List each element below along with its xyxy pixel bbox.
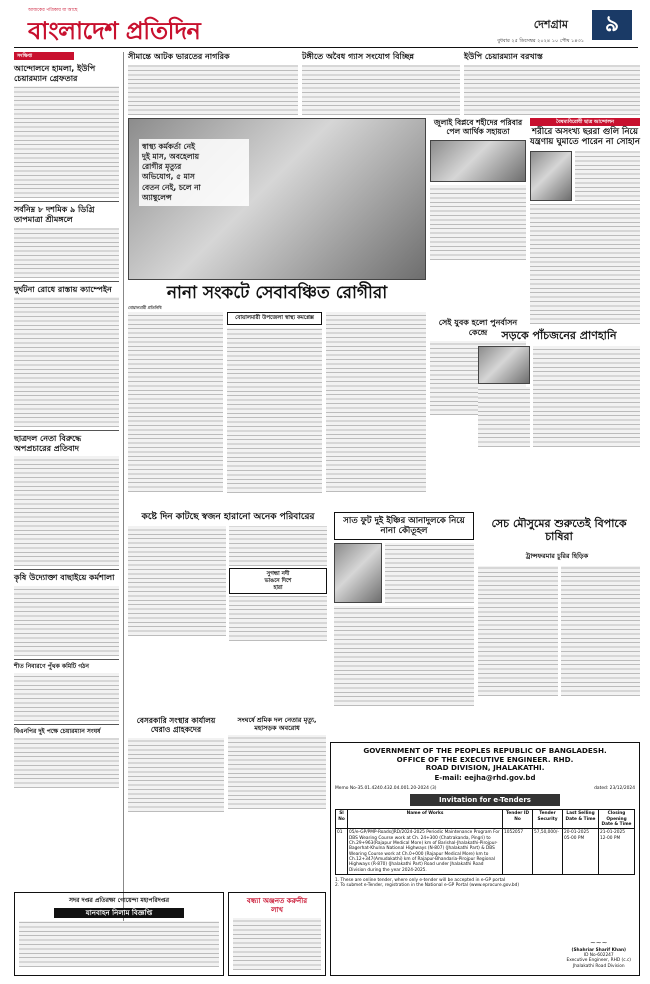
signature-block — [567, 939, 632, 969]
sign-office: Jhalakathi Road Division — [572, 963, 625, 969]
ad-title: বন্ধ্যা অঞ্জনত করুনীর — [246, 897, 308, 905]
ad-body — [233, 918, 321, 970]
caption-line: স্বাস্থ্য কর্মকর্তা নেই — [142, 142, 195, 151]
right-headline-2: সড়কে পাঁচজনের প্রাণহানি — [501, 329, 617, 342]
story-body — [227, 328, 322, 493]
story-body — [533, 346, 640, 447]
column-label: সংক্ষিপ্ত — [14, 52, 74, 60]
masthead — [14, 6, 638, 48]
tender-note: 2. To submet e-Tender, registration in the National e-GP Portal (www.eprocure.gov.bd) — [335, 883, 520, 889]
ad-subtitle: লাখ — [271, 905, 283, 914]
top-headline-3: ইউপি চেয়ারম্যান বরখাস্ত — [464, 52, 543, 61]
brief-headline: ছাত্রদল নেতা বিরুদ্ধে অপপ্রচারের প্রতিবাদ — [14, 434, 82, 453]
signature-mark: ~~~ — [589, 938, 608, 947]
top-headline-1: সীমান্তে আটক ভারতের নাগরিক — [128, 52, 230, 61]
story-body — [14, 86, 119, 198]
middle-story-4 — [128, 512, 328, 641]
brief-story — [14, 434, 119, 566]
quote-line: হারা — [273, 584, 283, 591]
photo-caption-box — [139, 139, 249, 206]
brief-story — [14, 64, 119, 198]
story-body — [478, 566, 558, 696]
cell-id: 1052057 — [503, 829, 533, 875]
col-header: Sl No — [336, 810, 348, 829]
gov-line-1: GOVERNMENT OF THE PEOPLES REPUBLIC OF BANGLADESH. — [363, 746, 607, 755]
middle-headline-5: বেসরকারি সংস্থার কার্যালয় ঘেরাও গ্রাহকদের — [136, 716, 216, 735]
sign-title: Executive Engineer, RHD (c.c) — [566, 958, 631, 964]
story-body — [478, 387, 530, 447]
story-body — [128, 65, 298, 115]
ad-subtitle: যানবাহন নিলাম বিজ্ঞপ্তি — [54, 908, 184, 919]
right-subhead-3: ট্রান্সফরমার চুরির হিড়িক — [525, 552, 589, 560]
middle-headline-2: সেই যুবক হলো পুনর্বাসন কেন্দ্রে — [438, 318, 518, 337]
middle-story-1 — [430, 118, 526, 260]
accident-photo — [478, 346, 530, 384]
middle-headline-1: জুলাই বিপ্লবে শহীদের পরিবার পেল আর্থিক সহায়তা — [433, 118, 523, 137]
gov-line-2: OFFICE OF THE EXECUTIVE ENGINEER. RHD. — [396, 754, 574, 764]
dateline: বুধবার ২৫ ডিসেম্বর ২০২৪ ১০ পৌষ ১৪৩১ — [497, 38, 584, 44]
brief-story — [14, 728, 119, 788]
story-kicker: বৈষম্যবিরোধী ছাত্র আন্দোলন — [530, 118, 640, 126]
story-body — [302, 65, 460, 115]
top-story-2 — [302, 52, 460, 115]
middle-story-5 — [128, 716, 224, 812]
story-photo — [430, 140, 526, 182]
story-body — [14, 673, 119, 721]
story-body — [14, 738, 119, 788]
newspaper-logo: বাংলাদেশ প্রতিদিন — [28, 16, 201, 45]
story-body — [14, 456, 119, 566]
right-headline-3: সেচ মৌসুমের শুরুতেই বিপাকে চাষিরা — [491, 517, 627, 543]
page-number: ৯ — [592, 10, 632, 40]
right-story-3 — [478, 518, 640, 543]
caption-line: রোগীর মৃত্যুর — [142, 162, 182, 172]
caption-line: অ্যাম্বুলেন্স — [142, 192, 172, 202]
main-headline: নানা সংকটে সেবাবঞ্চিত রোগীরা — [166, 283, 388, 303]
right-story-1 — [530, 118, 640, 324]
story-body — [229, 596, 327, 641]
col-header: Tender Security — [533, 810, 563, 829]
sign-name: (Shahriar Sharif Khan) — [571, 947, 626, 953]
middle-headline-3: সাত ফুট দুই ইঞ্চির আনাদুলকে নিয়ে নানা কৌতূহল — [343, 516, 465, 537]
brief-headline: দুর্ঘটনা রোধে রাস্তায় ক্যাম্পেইন — [14, 284, 112, 294]
story-body — [561, 566, 641, 696]
story-body — [14, 228, 119, 278]
memo-number: Memo No-35.01.4240.432.04.001.20-2024 (3) — [335, 785, 437, 791]
brief-headline: বিএনপির দুই পক্ষে চেয়ারম্যান সংঘর্ষ — [14, 728, 101, 736]
brief-headline: শীত নিবারণে পুঁথক কমিটি গঠন — [14, 663, 89, 670]
irrigation-body — [478, 566, 640, 696]
brief-story — [14, 205, 119, 277]
sign-id: ID No-602247 — [583, 952, 614, 958]
brief-headline: কৃষি উদ্যোক্তা বাছাইয়ে কর্মশালা — [14, 573, 115, 583]
auction-ad — [14, 892, 224, 976]
main-story — [128, 284, 426, 493]
story-body — [229, 526, 327, 566]
story-body — [128, 526, 226, 636]
col-header: Tender ID No — [503, 810, 533, 829]
e-tender-notice — [330, 742, 640, 976]
cell-work: 05/e-GP/PMP-Roads/JRD/2024-2025 Periodic Maintenance Program For DBS Wearing Course work at Ch. 24+300 (Chatrakanda, Pingri) to Ch.29+963(Rajapur Medical More) km of Barishal-Jhalakathi-Pirojpur-Bagerhat-Khulna National Highways (N-807) (Jhalakathi Part) & DBS Wearing Course work at Ch.0+000 (Rajapur Medical More) km to Ch.12+347(Amudakathi) km of Rajapur-Bhandaria-Pirojpur Regional Highways (R-870) (Jhalakathi Part) Road under Jhalakathi Road Division during the year 2024-2025. — [348, 829, 503, 875]
middle-headline-6: সংঘর্ষে শ্রমিক দল নেতার মৃত্যু, মহাসড়ক অবরোধ — [237, 716, 317, 733]
hospital-photo — [128, 118, 426, 280]
left-column — [14, 52, 124, 922]
quote-line: ভাঙনে দিশে — [264, 577, 292, 584]
cell-sl: 01 — [336, 829, 348, 875]
brief-story — [14, 663, 119, 721]
memo-date: dated: 23/12/2024 — [594, 785, 635, 791]
story-body — [14, 586, 119, 656]
caption-line: দুই মাস, অবহেলায় — [142, 152, 200, 162]
tender-banner: Invitation for e-Tenders — [410, 794, 560, 806]
table-row — [336, 829, 635, 875]
right-headline-1: শরীরে অসংখ্য ছররা গুলি নিয়ে যন্ত্রণায় ঘুমাতে পারেন না সোহান — [530, 127, 640, 148]
middle-headline-4: কষ্টে দিন কাটছে স্বজন হারানো অনেক পরিবারের — [141, 512, 315, 522]
col-header: Closing Opening Date & Time — [599, 810, 635, 829]
quote-line: সুগন্ধা নদী — [266, 570, 290, 577]
top-headline-2: টঙ্গীতে অবৈধ গ্যাস সংযোগ বিচ্ছিন্ন — [302, 52, 414, 61]
logo-tagline: আজকের পত্রিকায় যা আছে — [28, 8, 78, 13]
story-body — [228, 735, 326, 809]
byline: বোয়ালমারী প্রতিনিধি — [128, 304, 162, 310]
middle-story-6 — [228, 716, 326, 809]
ad-title: সদর দপ্তর প্রতিরক্ষা গোয়েন্দা মহাপরিদপ্তর — [68, 897, 170, 904]
story-body — [14, 297, 119, 427]
story-body — [530, 204, 640, 324]
gov-line-3: ROAD DIVISION, JHALAKATHI. — [425, 763, 545, 773]
cell-security: 57,50,000/- — [533, 829, 563, 875]
ad-body — [19, 921, 219, 967]
story-body — [575, 151, 640, 201]
brief-headline: সর্বনিম্ন ৮ দশমিক ৯ ডিগ্রি তাপমাত্রা শ্রীমঙ্গলে — [14, 205, 95, 225]
middle-story-3 — [334, 512, 474, 706]
col-header: Name of Works — [348, 810, 503, 829]
quote-box — [229, 568, 327, 595]
tender-email: E-mail: eejha@rhd.gov.bd — [434, 773, 536, 782]
section-label: দেশগ্রাম — [533, 18, 568, 31]
cell-last-selling: 20-01-2025 05-00 PM — [563, 829, 599, 875]
tender-table — [335, 809, 635, 875]
story-body — [128, 312, 223, 492]
caption-line: অভিযোগ, ৫ মাস — [142, 172, 195, 182]
student-photo — [530, 151, 572, 201]
top-story-1 — [128, 52, 298, 115]
subhead-box: বোয়ালমারী উপজেলা স্বাস্থ্য কমপ্লেক্স — [227, 312, 322, 325]
brief-headline: আন্দোলনে হামলা, ইউপি চেয়ারম্যান গ্রেফতার — [14, 64, 96, 83]
top-story-3 — [464, 52, 640, 115]
story-body — [128, 738, 224, 812]
col-header: Last Selling Date & Time — [563, 810, 599, 829]
story-body — [326, 312, 426, 492]
story-body — [464, 65, 640, 115]
tender-note: 1. These are online tender, where only e-tender will be accepted in e-GP portal — [335, 878, 506, 884]
story-body — [334, 606, 474, 706]
brief-story — [14, 573, 119, 656]
medical-ad — [228, 892, 326, 976]
story-body — [430, 185, 526, 260]
brief-story — [14, 285, 119, 428]
irrigation-sub — [334, 552, 640, 560]
right-story-2 — [478, 330, 640, 447]
caption-line: বেতন নেই, চলে না — [142, 182, 201, 192]
cell-closing: 21-01-2025 12-00 PM — [599, 829, 635, 875]
